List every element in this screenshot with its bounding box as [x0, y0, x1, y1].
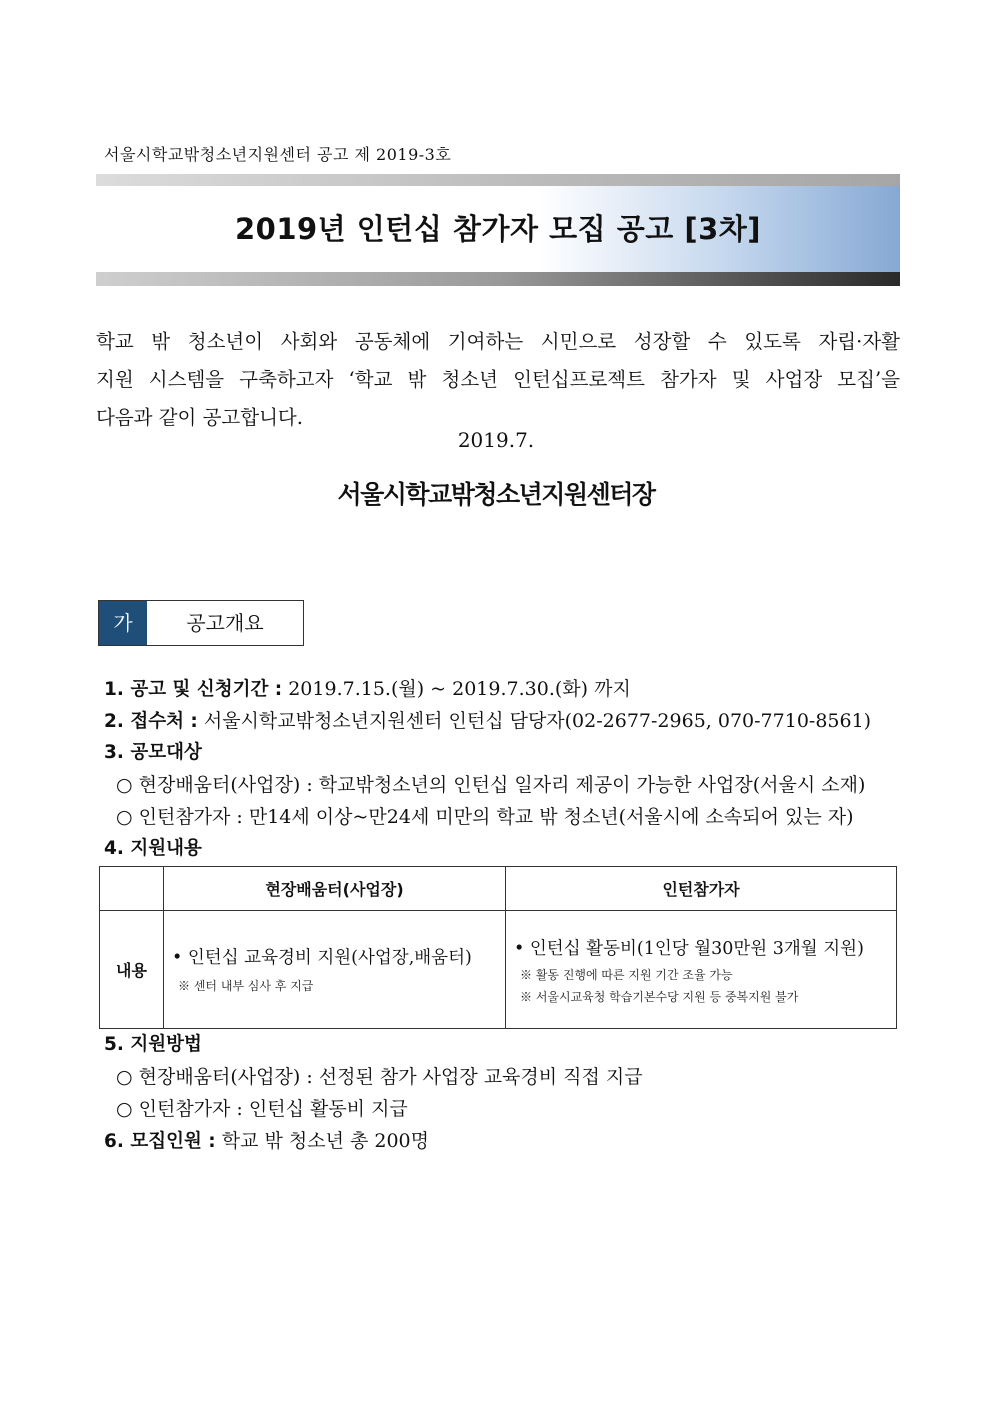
recruit-label: 6. 모집인원 :	[104, 1131, 216, 1152]
intern-note-2: ※ 서울시교육청 학습기본수당 지원 등 중복지원 불가	[520, 990, 799, 1004]
period-item	[104, 674, 631, 701]
period-value: 2019.7.15.(월) ~ 2019.7.30.(화) 까지	[288, 678, 631, 700]
method-sub-1: ○ 현장배움터(사업장) : 선정된 참가 사업장 교육경비 직접 지급	[116, 1066, 643, 1088]
contact-label: 2. 접수처 :	[104, 711, 198, 732]
method-sub-2: ○ 인턴참가자 : 인턴십 활동비 지급	[116, 1098, 408, 1120]
row-label: 내용	[100, 911, 164, 1029]
col-intern: 인턴참가자	[506, 867, 897, 911]
col-workplace: 현장배움터(사업장)	[164, 867, 506, 911]
cell-workplace	[164, 911, 506, 1029]
notice-date: 2019.7.	[457, 428, 535, 452]
intern-note-1: ※ 활동 진행에 따른 지원 기간 조율 가능	[520, 968, 733, 982]
method-label: 5. 지원방법	[104, 1034, 202, 1055]
intro-paragraph	[96, 323, 900, 437]
target-sub-1: ○ 현장배움터(사업장) : 학교밖청소년의 인턴십 일자리 제공이 가능한 사업장(서울시 소재)	[116, 774, 866, 796]
signer: 서울시학교밖청소년지원센터장	[337, 480, 655, 509]
intern-bullet: • 인턴십 활동비(1인당 월30만원 3개월 지원)	[514, 939, 864, 959]
recruit-item	[104, 1126, 429, 1153]
support-label: 4. 지원내용	[104, 838, 202, 859]
method-item	[104, 1030, 202, 1056]
recruit-value: 학교 밖 청소년 총 200명	[221, 1130, 429, 1152]
intro-line-2: 지원 시스템을 구축하고자 ‘학교 밖 청소년 인턴십프로젝트 참가자 및 사업장 모집’을	[96, 368, 900, 391]
contact-item	[104, 706, 871, 733]
contact-value: 서울시학교밖청소년지원센터 인턴십 담당자(02-2677-2965, 070-7710-8561)	[203, 710, 872, 732]
table-corner	[100, 867, 164, 911]
period-label: 1. 공고 및 신청기간 :	[104, 679, 283, 700]
banner-top-bar	[96, 174, 900, 186]
intro-line-1: 학교 밖 청소년이 사회와 공동체에 기여하는 시민으로 성장할 수 있도록 자립·자활	[96, 330, 900, 353]
target-item	[104, 738, 202, 764]
support-item	[104, 834, 202, 860]
section-header	[98, 600, 304, 646]
title-banner	[96, 174, 900, 286]
cell-intern	[506, 911, 897, 1029]
workplace-bullet: • 인턴십 교육경비 지원(사업장,배움터)	[172, 948, 472, 968]
workplace-note: ※ 센터 내부 심사 후 지급	[178, 979, 314, 993]
notice-number: 서울시학교밖청소년지원센터 공고 제 2019-3호	[104, 145, 452, 164]
intro-line-3: 다음과 같이 공고합니다.	[96, 406, 303, 429]
target-label: 3. 공모대상	[104, 742, 202, 763]
banner-bottom-bar	[96, 272, 900, 286]
target-sub-2: ○ 인턴참가자 : 만14세 이상~만24세 미만의 학교 밖 청소년(서울시에 소속되어 있는 자)	[116, 806, 854, 828]
support-table	[99, 866, 897, 1029]
section-number: 가	[99, 601, 147, 645]
section-label: 공고개요	[186, 611, 264, 635]
page-title: 2019년 인턴십 참가자 모집 공고 [3차]	[234, 212, 762, 246]
